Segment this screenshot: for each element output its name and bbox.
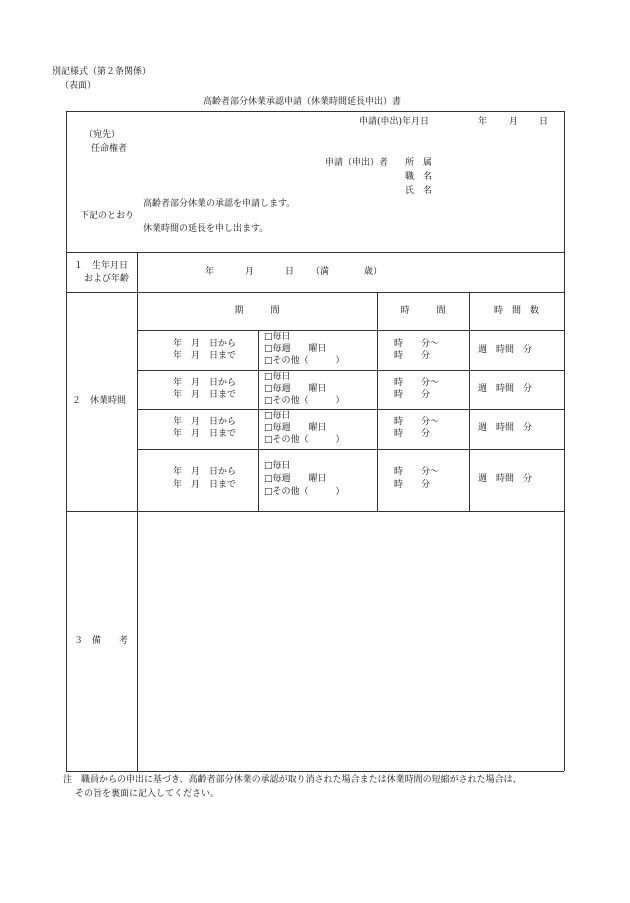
application-date-label: 申請(申出)年月日 (359, 117, 430, 127)
row-1-opt-weekly: □毎週 曜日 (264, 344, 327, 354)
period-header: 期 間 (234, 305, 280, 316)
row-3-count: 週 時間 分 (478, 423, 533, 433)
row-3-from: 年 月 日から (173, 417, 237, 427)
remarks-label: ３ 備 考 (74, 636, 129, 646)
row-4-time-start: 時 分～ (394, 467, 440, 477)
date-year: 年 (478, 117, 488, 127)
authority-label: 任命権者 (91, 144, 128, 154)
affiliation-label: 所 属 (405, 158, 433, 168)
hours-section-label: ２ 休業時間 (72, 396, 127, 406)
age-close: 歳） (364, 267, 383, 277)
request-line-2: 休業時間の延長を申し出ます。 (143, 224, 269, 234)
date-month: 月 (509, 117, 519, 127)
row-2-opt-other: □その他（ ） (264, 396, 345, 406)
row-2-opt-daily: □毎日 (264, 372, 291, 382)
addressee-label: （宛先） (84, 130, 121, 140)
row-4-from: 年 月 日から (173, 467, 237, 477)
count-header: 時 間 数 (493, 305, 539, 316)
row-1-opt-other: □その他（ ） (264, 356, 345, 366)
row-2-time-end: 時 分 (394, 390, 431, 400)
row-4-opt-weekly: □毎週 曜日 (264, 474, 327, 484)
row-1-to: 年 月 日まで (173, 351, 237, 361)
request-line-1: 高齢者部分休業の承認を申請します。 (143, 199, 296, 209)
date-day: 日 (539, 117, 549, 127)
time-header: 時 間 (400, 305, 446, 316)
row-4-time-end: 時 分 (394, 480, 431, 490)
name-label: 氏 名 (405, 186, 433, 196)
age-open: （満 (311, 267, 330, 277)
row-2-to: 年 月 日まで (173, 390, 237, 400)
row-3-opt-weekly: □毎週 曜日 (264, 423, 327, 433)
applicant-label: 申請（申出）者 (325, 158, 389, 168)
row-3-opt-daily: □毎日 (264, 411, 291, 421)
row-3-opt-other: □その他（ ） (264, 435, 345, 445)
row-1-count: 週 時間 分 (478, 345, 533, 355)
remarks-field[interactable] (138, 512, 563, 770)
row-2-count: 週 時間 分 (478, 384, 533, 394)
row-3-time-start: 時 分～ (394, 417, 440, 427)
side-label: （表面） (60, 81, 97, 91)
request-line-left: 下記のとおり (80, 211, 135, 221)
row-2-opt-weekly: □毎週 曜日 (264, 384, 327, 394)
row-2-time-start: 時 分～ (394, 378, 440, 388)
row-3-time-end: 時 分 (394, 429, 431, 439)
row-4-opt-daily: □毎日 (264, 461, 291, 471)
row-4-count: 週 時間 分 (478, 474, 533, 484)
birth-year: 年 (205, 267, 215, 277)
birth-day: 日 (285, 267, 295, 277)
row-4-opt-other: □その他（ ） (264, 487, 345, 497)
row-3-to: 年 月 日まで (173, 429, 237, 439)
birth-month: 月 (245, 267, 255, 277)
position-label: 職 名 (405, 172, 433, 182)
form-title: 高齢者部分休業承認申請（休業時間延長申出）書 (203, 97, 402, 107)
note-line-2: その旨を裏面に記入してください。 (75, 789, 220, 799)
birth-label-1: １ 生年月日 (74, 261, 129, 271)
form-id: 別記様式（第２条関係） (52, 67, 152, 77)
row-1-opt-daily: □毎日 (264, 332, 291, 342)
row-1-time-end: 時 分 (394, 351, 431, 361)
row-4-to: 年 月 日まで (173, 480, 237, 490)
row-2-from: 年 月 日から (173, 378, 237, 388)
note-line-1: 注 職員からの申出に基づき、高齢者部分休業の承認が取り消された場合または休業時間の短縮がされた場合は、 (63, 775, 522, 785)
row-1-time-start: 時 分～ (394, 339, 440, 349)
birth-label-2: および年齢 (84, 274, 130, 284)
row-1-from: 年 月 日から (173, 339, 237, 349)
